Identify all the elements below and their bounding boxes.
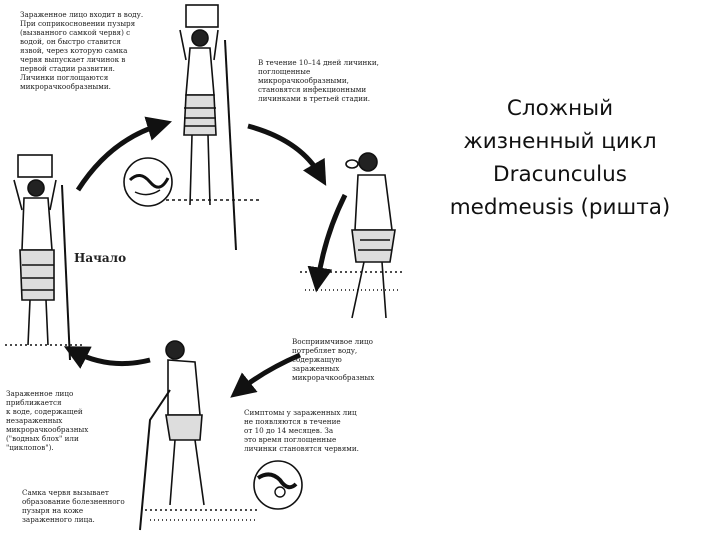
- slide-title: Сложный жизненный цикл Dracunculus medmeusis (ришта): [449, 96, 671, 220]
- figure-person-carrying-bucket-left: [5, 155, 85, 360]
- caption-stage-approach-water: Зараженное лицо приближается к воде, содержащей незараженных микрорачкообразных ("водных блох" или "циклопов").: [6, 389, 89, 452]
- blister-inset-circle: [254, 461, 302, 509]
- cycle-arrow-left: [75, 352, 150, 364]
- caption-stage-incubation: Симптомы у зараженных лиц не появляются в течение от 10 до 14 месяцев. За это время поглощенные личинки становятся червями.: [244, 408, 359, 453]
- figure-person-drinking-right: [300, 153, 405, 318]
- figure-person-with-stick-bottom: [140, 341, 260, 530]
- caption-stage-blister: Самка червя вызывает образование болезненного пузыря на коже зараженного лица.: [22, 488, 125, 524]
- caption-stage-drinking-water: Восприимчивое лицо потребляет воду, содержащую зараженных микрорачкообразных: [292, 337, 375, 382]
- caption-stage-larvae-development: В течение 10–14 дней личинки, поглощенные микрорачкообразными, становятся инфекционными личинками в третьей стадии.: [258, 58, 379, 103]
- caption-stage-enter-water: Зараженное лицо входит в воду. При соприкосновении пузыря (вызванного самкой червя) с водой, он быстро ставится язвой, через которую самка червя выпускает личинок в первой стадии развития. Личинки поглощаются микрорачкообразными.: [20, 10, 144, 91]
- start-label: Начало: [74, 251, 127, 265]
- cycle-arrow-right: [248, 126, 320, 175]
- figure-person-carrying-bucket-top: [160, 5, 260, 250]
- cycle-arrow-lower-right: [318, 195, 345, 280]
- cycle-arrow-bottom: [240, 355, 300, 390]
- worm-inset-circle: [124, 158, 172, 206]
